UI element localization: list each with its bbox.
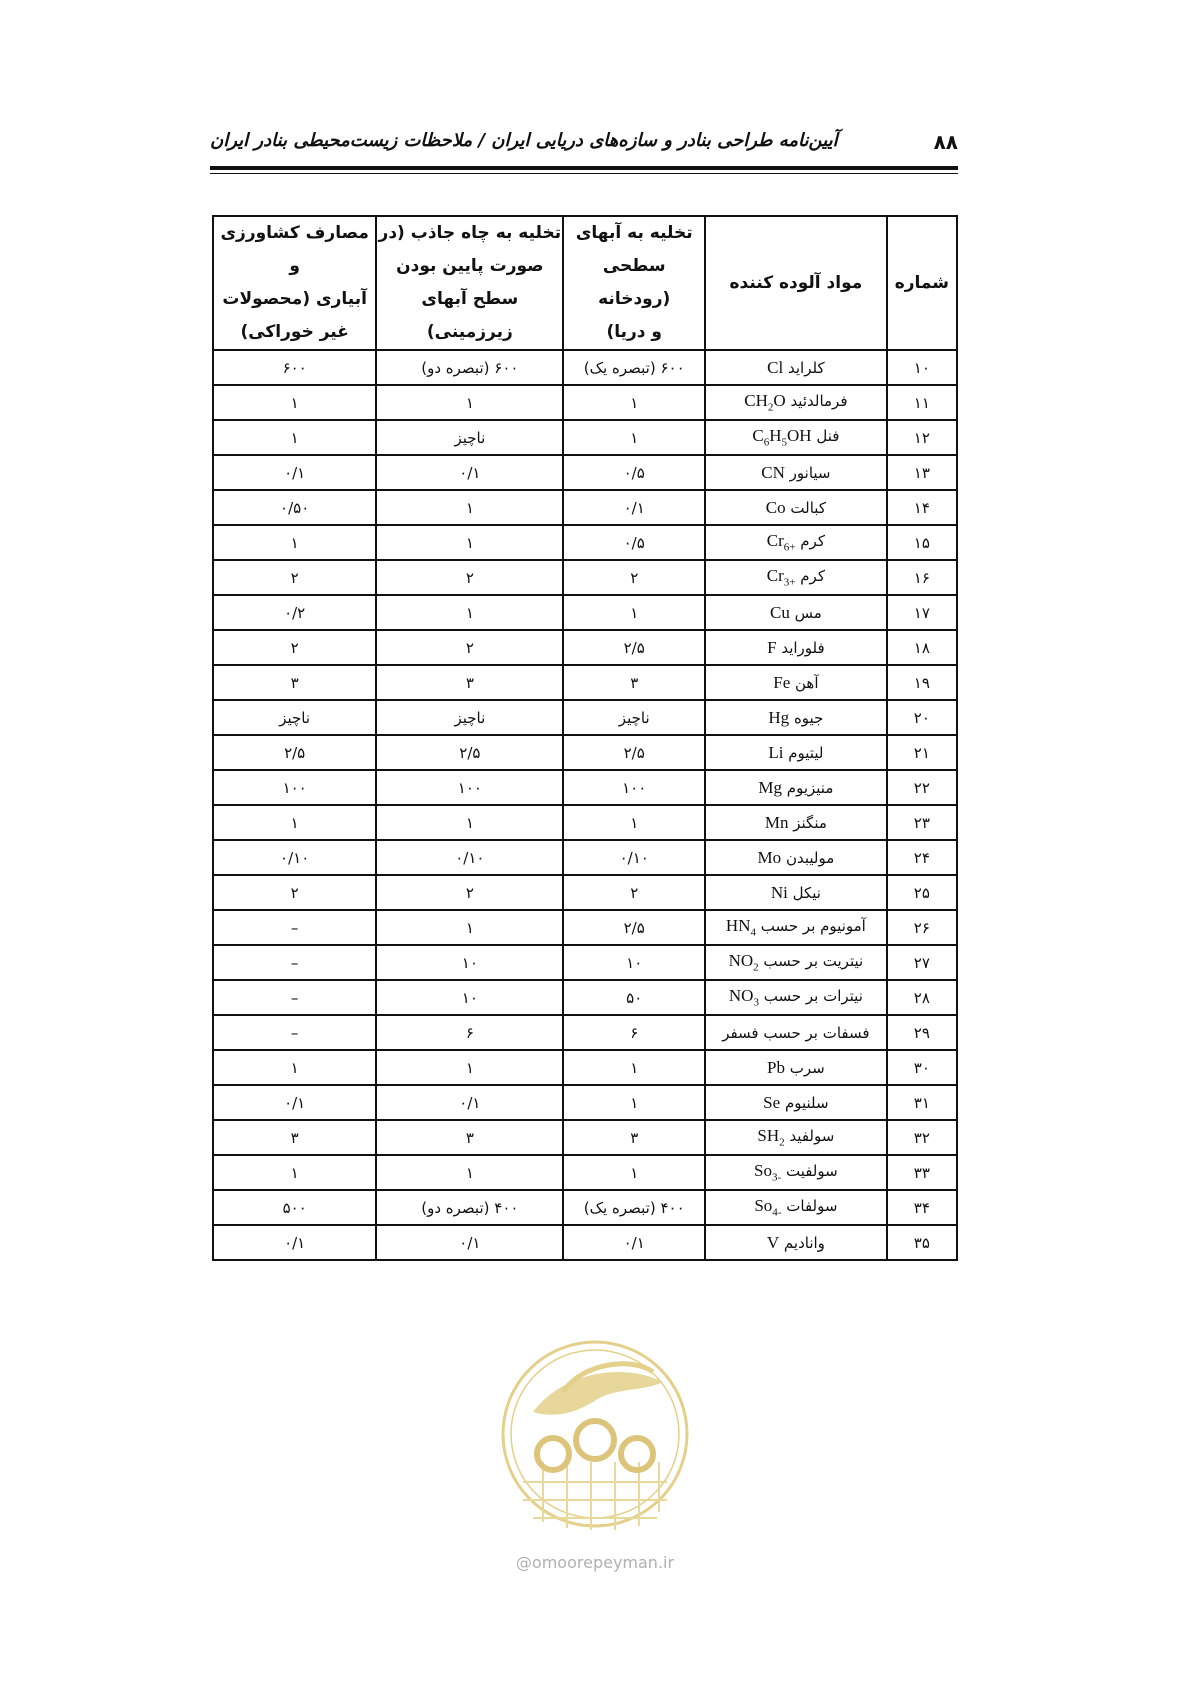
agriculture-limit: ۵۰۰ [213,1190,376,1225]
surface-water-limit: ۱ [563,595,705,630]
row-number: ۳۱ [887,1085,957,1120]
absorption-well-limit: ۶ [376,1015,563,1050]
pollutant-name [705,945,887,980]
pollutant-limits-table [212,215,958,1261]
pollutant-label: لیتیوم [788,743,824,762]
surface-water-limit: ۱۰ [563,945,705,980]
absorption-well-limit: ۲/۵ [376,735,563,770]
table-row [213,1120,957,1155]
pollutant-name [705,1225,887,1260]
pollutant-label: فلوراید [781,638,825,657]
row-number: ۲۱ [887,735,957,770]
row-number: ۲۳ [887,805,957,840]
surface-water-limit: ۰/۵ [563,455,705,490]
pollutant-label: فسفات بر حسب فسفر [722,1023,870,1042]
table-row [213,385,957,420]
pollutant-name [705,455,887,490]
row-number: ۱۳ [887,455,957,490]
agriculture-limit: ۰/۱ [213,1225,376,1260]
surface-water-limit: ۳ [563,1120,705,1155]
chemical-formula: $So_{3-}$ [754,1161,782,1184]
table-row [213,1190,957,1225]
pollutant-name [705,1155,887,1190]
table-row [213,875,957,910]
row-number: ۲۷ [887,945,957,980]
chemical-formula: $Cr_{3+}$ [766,566,796,589]
pollutant-label: نیترات بر حسب [763,987,863,1006]
agriculture-limit: ۳ [213,1120,376,1155]
agriculture-limit: ۰/۱ [213,455,376,490]
chemical-formula: V [766,1232,780,1252]
agriculture-limit: ناچیز [213,700,376,735]
agriculture-limit: – [213,910,376,945]
chemical-formula: Mg [758,777,783,797]
pollutant-name [705,525,887,560]
surface-water-limit: ۱ [563,1050,705,1085]
agriculture-limit: ۱۰۰ [213,770,376,805]
header-rule-thick [210,166,958,170]
chemical-formula: $CH_2O$ [744,391,786,414]
pollutant-label: جیوه [793,708,824,727]
row-number: ۳۳ [887,1155,957,1190]
agriculture-limit: ۱ [213,385,376,420]
absorption-well-limit: ۱۰۰ [376,770,563,805]
absorption-well-limit: ۱ [376,1155,563,1190]
agriculture-limit: ۳ [213,665,376,700]
absorption-well-limit: ۰/۱ [376,1225,563,1260]
surface-water-limit: ۱ [563,1155,705,1190]
absorption-well-limit: ۱ [376,490,563,525]
pollutant-name [705,805,887,840]
pollutant-name [705,350,887,385]
pollutant-name [705,700,887,735]
pollutant-label: سیانور [789,463,831,482]
watermark-url: @omoorepeyman.ir [515,1553,675,1572]
row-number: ۱۸ [887,630,957,665]
pollutant-label: کلراید [788,358,825,377]
absorption-well-limit: ناچیز [376,420,563,455]
agriculture-limit: ۲ [213,875,376,910]
table-row [213,910,957,945]
row-number: ۲۸ [887,980,957,1015]
table-row [213,665,957,700]
surface-water-limit: ۲ [563,560,705,595]
omoorepeyman-seal-icon [493,1332,697,1542]
header-absorption-well: تخلیه به چاه جاذب (در صورت پایین بودن سطح آبهای زیرزمینی) [376,216,563,350]
pollutant-name [705,1085,887,1120]
pollutant-label: کبالت [790,498,826,517]
row-number: ۱۶ [887,560,957,595]
table-row [213,525,957,560]
surface-water-limit: ۰/۵ [563,525,705,560]
table-header-row [213,216,957,350]
agriculture-limit: ۱ [213,1050,376,1085]
absorption-well-limit: ۱۰ [376,945,563,980]
surface-water-limit: ۲/۵ [563,735,705,770]
chemical-formula: Hg [768,707,790,727]
pollutant-name [705,1050,887,1085]
absorption-well-limit: ۰/۱ [376,455,563,490]
absorption-well-limit: ۱ [376,805,563,840]
table-row [213,630,957,665]
pollutant-name [705,595,887,630]
table-row [213,770,957,805]
agriculture-limit: ۰/۵۰ [213,490,376,525]
pollutant-name [705,490,887,525]
surface-water-limit: ۱۰۰ [563,770,705,805]
chemical-formula: $NO_3$ [728,986,759,1009]
surface-water-limit: ۰/۱ [563,1225,705,1260]
pollutant-name [705,770,887,805]
row-number: ۲۹ [887,1015,957,1050]
absorption-well-limit: ۲ [376,630,563,665]
table-row [213,1050,957,1085]
agriculture-limit: ۲/۵ [213,735,376,770]
pollutant-label: فرمالدئید [790,392,848,411]
agriculture-limit: – [213,1015,376,1050]
chemical-formula: Ni [770,882,788,902]
pollutant-label: سرب [789,1058,825,1077]
row-number: ۲۶ [887,910,957,945]
agriculture-limit: ۰/۱ [213,1085,376,1120]
row-number: ۱۰ [887,350,957,385]
pollutant-name [705,875,887,910]
table-row [213,805,957,840]
table-row [213,420,957,455]
table-row [213,840,957,875]
table-row [213,945,957,980]
chemical-formula: Cu [769,602,790,622]
header-surface-water: تخلیه به آبهای سطحی (رودخانه و دریا) [563,216,705,350]
chemical-formula: Mo [757,847,782,867]
absorption-well-limit: ۲ [376,875,563,910]
row-number: ۱۲ [887,420,957,455]
table-row [213,980,957,1015]
pollutant-label: سلنیوم [784,1093,829,1112]
pollutant-label: وانادیم [783,1233,825,1252]
pollutant-name [705,1015,887,1050]
table-row [213,1085,957,1120]
surface-water-limit: ۱ [563,805,705,840]
header-rule-thin [210,173,958,174]
absorption-well-limit: ۲ [376,560,563,595]
pollutant-label: نیکل [792,883,821,902]
surface-water-limit: ۱ [563,385,705,420]
pollutant-name [705,735,887,770]
chemical-formula: $Cr_{6+}$ [766,531,796,554]
absorption-well-limit: ۰/۱۰ [376,840,563,875]
row-number: ۱۱ [887,385,957,420]
chemical-formula: Pb [767,1057,785,1077]
table-row [213,490,957,525]
pollutant-label: منیزیوم [786,778,834,797]
pollutant-name [705,1120,887,1155]
pollutant-label: فنل [816,427,840,446]
surface-water-limit: ۶ [563,1015,705,1050]
table-row [213,700,957,735]
row-number: ۳۰ [887,1050,957,1085]
row-number: ۳۲ [887,1120,957,1155]
agriculture-limit: ۲ [213,630,376,665]
pollutant-name [705,665,887,700]
surface-water-limit: ۲/۵ [563,910,705,945]
pollutant-label: کرم [800,567,825,586]
table-row [213,595,957,630]
chemical-formula: $C_6H_5OH$ [752,426,812,449]
agriculture-limit: ۲ [213,560,376,595]
pollutant-name [705,560,887,595]
agriculture-limit: ۰/۲ [213,595,376,630]
table-row [213,1015,957,1050]
chemical-formula: Li [768,742,784,762]
absorption-well-limit: ۱۰ [376,980,563,1015]
chemical-formula: Mn [764,812,789,832]
agriculture-limit: ۱ [213,420,376,455]
absorption-well-limit: ۳ [376,1120,563,1155]
table-body [213,350,957,1260]
table-row [213,1225,957,1260]
surface-water-limit: ۰/۱ [563,490,705,525]
pollutant-label: سولفید [789,1127,835,1146]
surface-water-limit: ۳ [563,665,705,700]
chemical-formula: $So_{4-}$ [754,1196,782,1219]
pollutant-label: آهن [795,673,819,692]
absorption-well-limit: ۳ [376,665,563,700]
pollutant-name [705,385,887,420]
row-number: ۱۵ [887,525,957,560]
absorption-well-limit: ناچیز [376,700,563,735]
row-number: ۲۲ [887,770,957,805]
header-pollutant: مواد آلوده کننده [705,216,887,350]
surface-water-limit: ۲ [563,875,705,910]
agriculture-limit: ۱ [213,525,376,560]
agriculture-limit: – [213,980,376,1015]
agriculture-limit: – [213,945,376,980]
pollutant-name [705,420,887,455]
table-row [213,455,957,490]
absorption-well-limit: ۰/۱ [376,1085,563,1120]
table-row [213,560,957,595]
absorption-well-limit: ۱ [376,1050,563,1085]
header-agriculture: مصارف کشاورزی و آبیاری (محصولات غیر خوراکی) [213,216,376,350]
surface-water-limit: ناچیز [563,700,705,735]
absorption-well-limit: ۱ [376,385,563,420]
absorption-well-limit: ۱ [376,595,563,630]
absorption-well-limit: ۱ [376,910,563,945]
pollutant-name [705,1190,887,1225]
pollutant-label: مولیبدن [785,848,835,867]
running-title: آیین‌نامه طراحی بنادر و سازه‌های دریایی ایران / ملاحظات زیست‌محیطی بنادر ایران [210,130,838,151]
row-number: ۱۴ [887,490,957,525]
pollutant-name [705,980,887,1015]
chemical-formula: Fe [773,672,791,692]
surface-water-limit: ۰/۱۰ [563,840,705,875]
agriculture-limit: ۶۰۰ [213,350,376,385]
pollutant-name [705,840,887,875]
surface-water-limit: ۵۰ [563,980,705,1015]
pollutant-name [705,630,887,665]
row-number: ۳۴ [887,1190,957,1225]
row-number: ۳۵ [887,1225,957,1260]
pollutant-label: کرم [800,532,825,551]
chemical-formula: Se [763,1092,781,1112]
pollutant-label: سولفیت [785,1162,838,1181]
surface-water-limit: ۱ [563,1085,705,1120]
surface-water-limit: ۱ [563,420,705,455]
absorption-well-limit: ۱ [376,525,563,560]
agriculture-limit: ۱ [213,805,376,840]
row-number: ۱۹ [887,665,957,700]
chemical-formula: $HN_4$ [725,916,756,939]
row-number: ۱۷ [887,595,957,630]
page-header [210,128,958,158]
absorption-well-limit: ۶۰۰ (تبصره دو) [376,350,563,385]
page-number: ۸۸ [933,130,958,154]
chemical-formula: $NO_2$ [728,951,759,974]
row-number: ۲۴ [887,840,957,875]
row-number: ۲۰ [887,700,957,735]
pollutant-label: نیتریت بر حسب [763,952,864,971]
table-row [213,350,957,385]
surface-water-limit: ۶۰۰ (تبصره یک) [563,350,705,385]
surface-water-limit: ۲/۵ [563,630,705,665]
chemical-formula: CN [761,462,785,482]
row-number: ۲۵ [887,875,957,910]
pollutant-label: سولفات [786,1197,838,1216]
table-row [213,1155,957,1190]
chemical-formula: F [767,637,777,657]
chemical-formula: Co [765,497,786,517]
table-row [213,735,957,770]
absorption-well-limit: ۴۰۰ (تبصره دو) [376,1190,563,1225]
agriculture-limit: ۰/۱۰ [213,840,376,875]
pollutant-label: مس [794,603,822,622]
header-number: شماره [887,216,957,350]
surface-water-limit: ۴۰۰ (تبصره یک) [563,1190,705,1225]
chemical-formula: Cl [767,357,784,377]
pollutant-name [705,910,887,945]
chemical-formula: $SH_2$ [757,1126,785,1149]
pollutant-label: آمونیوم بر حسب [760,917,866,936]
pollutant-label: منگنز [793,813,827,832]
agriculture-limit: ۱ [213,1155,376,1190]
